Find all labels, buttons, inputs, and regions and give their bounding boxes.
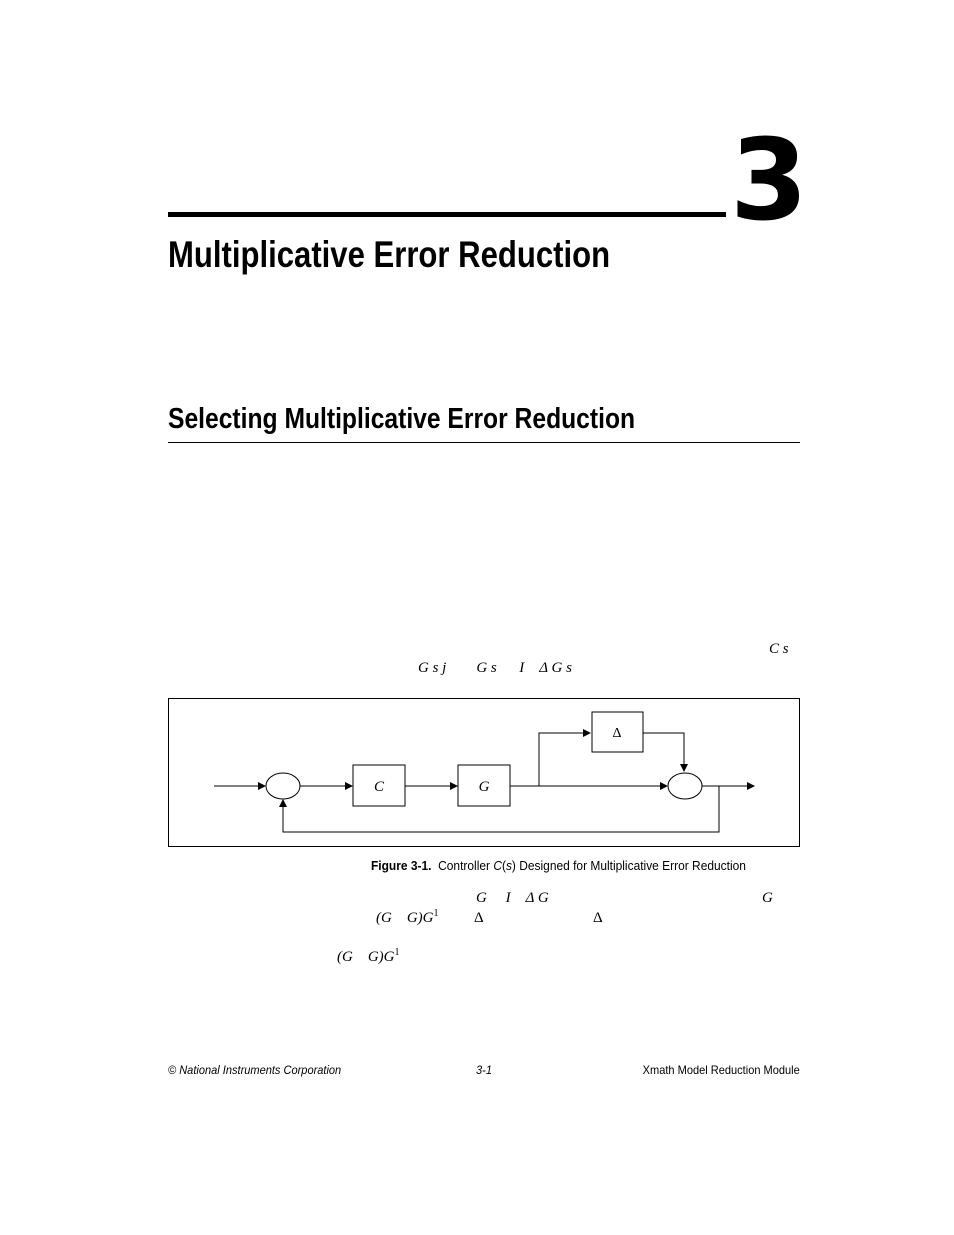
controller-label: C — [373, 779, 385, 795]
math-fragment-g: G — [762, 890, 773, 906]
caption-c: C — [493, 858, 502, 873]
footer-manual-title: Xmath Model Reduction Module — [642, 1063, 800, 1077]
math-fragment-cs: C s — [769, 641, 789, 657]
math-fragment-gsj: G s j G s I Δ G s — [418, 660, 572, 676]
delta-label: Δ — [612, 726, 622, 741]
caption-s: s — [505, 858, 512, 873]
math-fragment-delta-1: Δ — [474, 910, 484, 926]
chapter-rule — [168, 212, 726, 217]
math-fragment-g-i-delta: G I Δ G — [476, 890, 549, 906]
section-rule — [168, 442, 800, 443]
figure-caption — [371, 858, 746, 873]
math-fragment-delta-2: Δ — [593, 910, 603, 926]
summing-junction-2 — [668, 773, 702, 799]
branch-to-delta-line — [539, 733, 590, 786]
footer-page-number: 3-1 — [476, 1063, 492, 1077]
caption-suffix: ) Designed for Multiplicative Error Reduction — [511, 858, 746, 873]
chapter-number: 3 — [730, 116, 806, 246]
math-fragment-gg-inverse: (G $G)G^1$ — [376, 908, 439, 926]
plant-label: G — [478, 779, 490, 795]
delta-to-sum-line — [643, 733, 684, 771]
figure-label: Figure 3-1. — [371, 858, 432, 873]
summing-junction-1 — [266, 773, 300, 799]
chapter-title: Multiplicative Error Reduction — [168, 234, 611, 275]
caption-paren: ( — [501, 858, 506, 873]
math-fragment-gg-inverse-2: (G $G)G^1$ — [337, 947, 400, 965]
footer-copyright: © National Instruments Corporation — [168, 1063, 342, 1077]
caption-prefix: Controller — [438, 858, 494, 873]
section-title: Selecting Multiplicative Error Reduction — [168, 403, 636, 435]
block-diagram — [168, 698, 800, 847]
